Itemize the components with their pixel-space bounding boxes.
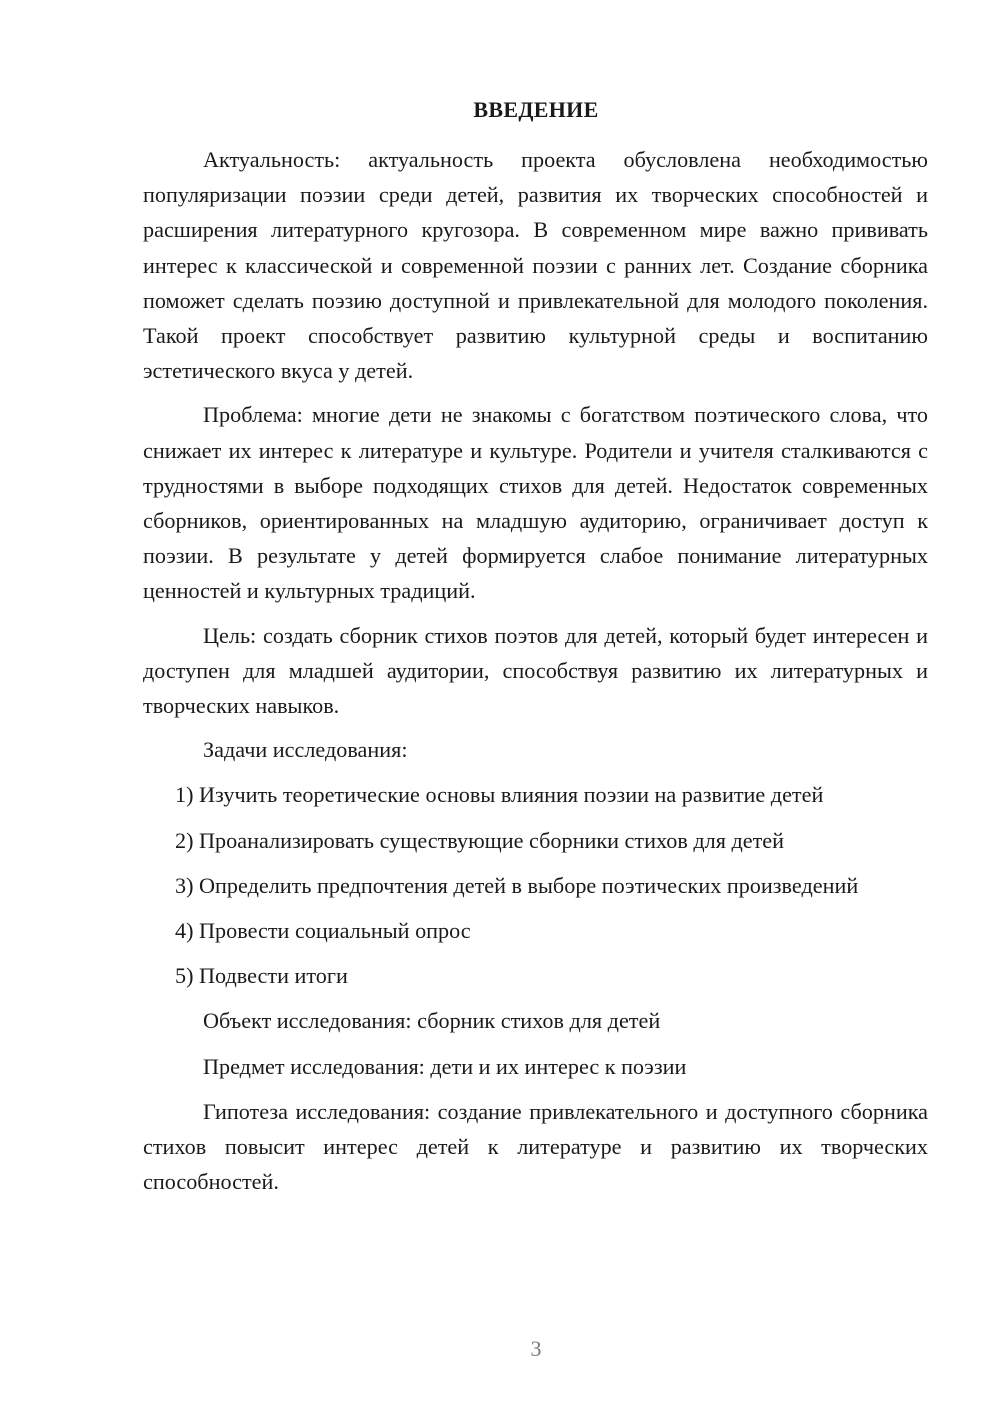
task-item-2: 2) Проанализировать существующие сборники стихов для детей	[175, 827, 785, 853]
task-item-5: 5) Подвести итоги	[175, 963, 348, 989]
task-item-3: 3) Определить предпочтения детей в выборе поэтических произведений	[175, 872, 859, 898]
object-paragraph: Объект исследования: сборник стихов для детей	[203, 1008, 661, 1034]
relevance-paragraph: Актуальность: актуальность проекта обусловлена необходимостью популяризации поэзии среди детей, развития их творческих способностей и расширения литературного кругозора. В современном мире важно прививать интерес к классической и современной поэзии с ранних лет. Создание сборника поможет сделать поэзию доступной и привлекательной для молодого поколения. Такой проект способствует развитию культурной среды и воспитанию эстетического вкуса у детей.	[143, 147, 928, 384]
hypothesis-paragraph: Гипотеза исследования: создание привлекательного и доступного сборника стихов повысит интерес детей к литературе и развитию их творческих способностей.	[143, 1098, 928, 1195]
tasks-heading: Задачи исследования:	[203, 737, 408, 763]
task-item-4: 4) Провести социальный опрос	[175, 918, 471, 944]
goal-paragraph: Цель: создать сборник стихов поэтов для детей, который будет интересен и доступен для младшей аудитории, способствуя развитию их литературных и творческих навыков.	[143, 622, 928, 719]
page-title: ВВЕДЕНИЕ	[473, 97, 599, 122]
subject-paragraph: Предмет исследования: дети и их интерес к поэзии	[203, 1053, 687, 1079]
problem-paragraph: Проблема: многие дети не знакомы с богатством поэтического слова, что снижает их интерес к литературе и культуре. Родители и учителя сталкиваются с трудностями в выборе подходящих стихов для детей. Недостаток современных сборников, ориентированных на младшую аудиторию, ограничивает доступ к поэзии. В результате у детей формируется слабое понимание литературных ценностей и культурных традиций.	[143, 402, 928, 604]
task-item-1: 1) Изучить теоретические основы влияния поэзии на развитие детей	[175, 782, 824, 808]
document-body	[143, 142, 928, 1208]
page-number: 3	[530, 1336, 542, 1361]
